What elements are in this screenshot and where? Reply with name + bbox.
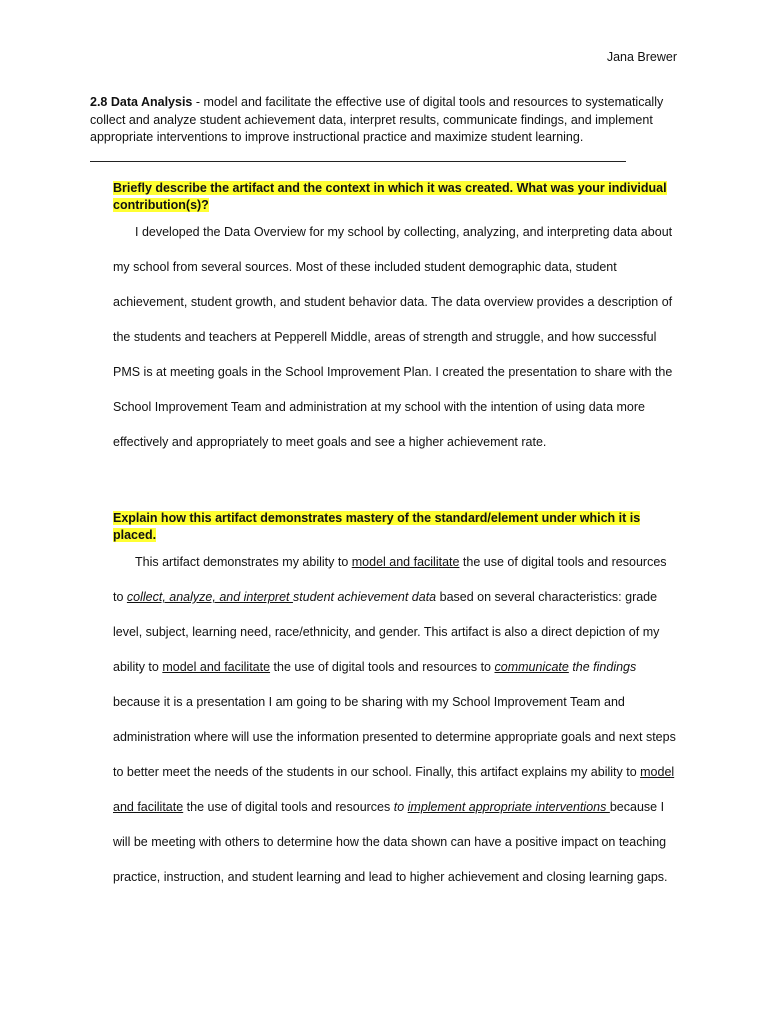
italic-phrase: to bbox=[393, 800, 408, 814]
standard-number: 2.8 Data Analysis bbox=[90, 95, 193, 109]
highlighted-prompt-text: Explain how this artifact demonstrates mastery of the standard/element under which it is placed. bbox=[113, 511, 641, 542]
divider-line bbox=[90, 149, 626, 162]
underlined-italic-phrase: implement appropriate interventions bbox=[407, 800, 610, 814]
response-text: the use of digital tools and resources bbox=[183, 800, 394, 814]
response-text: because it is a presentation I am going to be sharing with my School Improvement Team and administration where will use the information presented to determine appropriate goals and next steps to better meet the needs of the students in our school. Finally, this artifact explains my ability to bbox=[113, 695, 676, 779]
prompt-mastery-explanation bbox=[113, 510, 678, 544]
response-artifact-description bbox=[113, 215, 678, 460]
underlined-phrase: model and facilitate bbox=[162, 660, 271, 674]
response-text: I developed the Data Overview for my school by collecting, analyzing, and interpreting data about my school from several sources. Most of these included student demographic data, student achievement, student growth, and student behavior data. The data overview provides a description of the students and teachers at Pepperell Middle, areas of strength and struggle, and how successful PMS is at meeting goals in the School Improvement Plan. I created the presentation to share with the School Improvement Team and administration at my school with the intention of using data more effectively and appropriately to meet goals and see a higher achievement rate. bbox=[113, 225, 673, 449]
underlined-phrase: model and facilitate bbox=[351, 555, 460, 569]
standard-description: model and facilitate the effective use of digital tools and resources to systematically collect and analyze student achievement data, interpret results, communicate findings, and implement appropriate interventions to improve instructional practice and maximize student learning. bbox=[90, 95, 664, 144]
italic-phrase: student achievement data bbox=[292, 590, 437, 604]
author-name: Jana Brewer bbox=[606, 50, 677, 64]
standard-dash: - bbox=[192, 95, 204, 109]
highlighted-prompt-text: Briefly describe the artifact and the context in which it was created. What was your individual contribution(s)? bbox=[113, 181, 667, 212]
response-text: the use of digital tools and resources to bbox=[270, 660, 495, 674]
section-artifact-description bbox=[113, 180, 678, 460]
underlined-italic-phrase: collect, analyze, and interpret bbox=[126, 590, 293, 604]
section-mastery-explanation bbox=[113, 510, 678, 895]
underlined-phrase: model and facilitate bbox=[113, 765, 675, 814]
prompt-artifact-description bbox=[113, 180, 678, 214]
response-text: This artifact demonstrates my ability to bbox=[135, 555, 352, 569]
underlined-italic-phrase: communicate bbox=[494, 660, 569, 674]
response-text: because I will be meeting with others to determine how the data shown can have a positive impact on teaching practice, instruction, and student learning and lead to higher achievement and closing learning gaps. bbox=[113, 800, 668, 884]
italic-phrase: the findings bbox=[568, 660, 637, 674]
standard-heading bbox=[90, 94, 680, 147]
response-mastery-explanation bbox=[113, 545, 678, 895]
response-text: based on several characteristics: grade level, subject, learning need, race/ethnicity, and gender. This artifact is also a direct depiction of my ability to bbox=[113, 590, 660, 674]
response-text: the use of digital tools and resources to bbox=[113, 555, 667, 604]
